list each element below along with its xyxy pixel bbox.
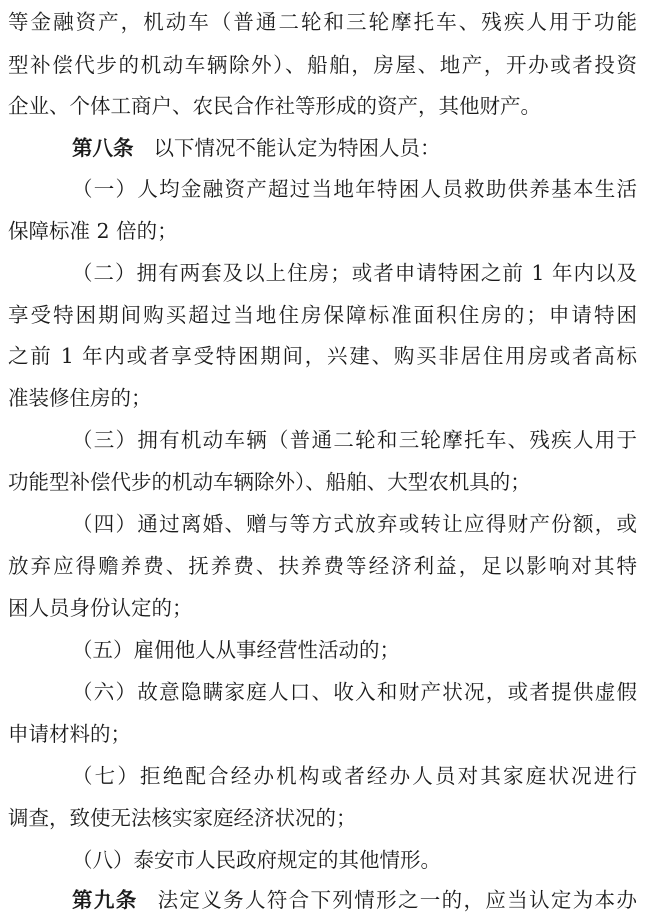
article-8-heading: 第八条: [72, 136, 134, 160]
paragraph-line: 等金融资产，机动车（普通二轮和三轮摩托车、残疾人用于功能: [8, 10, 637, 34]
list-item-4-line: （四）通过离婚、赠与等方式放弃或转让应得财产份额，或: [72, 512, 637, 536]
list-item-3-line: 功能型补偿代步的机动车辆除外）、船舶、大型农机具的；: [8, 470, 531, 494]
list-item-2-line: 准装修住房的；: [8, 386, 152, 410]
list-item-3-line: （三）拥有机动车辆（普通二轮和三轮摩托车、残疾人用于: [72, 428, 637, 452]
list-item-7-line: （七）拒绝配合经办机构或者经办人员对其家庭状况进行: [72, 764, 637, 788]
list-item-1-line: 保障标准 2 倍的；: [8, 219, 178, 243]
list-item-2-line: 享受特困期间购买超过当地住房保障标准面积住房的；申请特困: [8, 303, 637, 327]
list-item-1-line: （一）人均金融资产超过当地年特困人员救助供养基本生活: [72, 177, 637, 201]
list-item-6-line: 申请材料的；: [8, 722, 131, 746]
article-8: [72, 126, 637, 170]
list-item-5-line: （五）雇佣他人从事经营性活动的；: [72, 638, 400, 662]
list-item-2-line: 之前 1 年内或者享受特困期间，兴建、购买非居住用房或者高标: [8, 344, 637, 368]
list-item-7-line: 调查，致使无法核实家庭经济状况的；: [8, 806, 357, 830]
article-9-heading: 第九条: [72, 888, 138, 912]
list-item-4-line: 放弃应得赡养费、抚养费、扶养费等经济利益，足以影响对其特: [8, 554, 637, 578]
paragraph-line: 型补偿代步的机动车辆除外）、船舶，房屋、地产，开办或者投资: [8, 53, 637, 77]
article-8-text: 以下情况不能认定为特困人员：: [153, 136, 441, 160]
article-9: [72, 878, 637, 922]
article-9-text: 法定义务人符合下列情形之一的，应当认定为本办: [157, 888, 637, 912]
list-item-4-line: 困人员身份认定的；: [8, 596, 193, 620]
paragraph-line: 企业、个体工商户、农民合作社等形成的资产，其他财产。: [8, 94, 541, 118]
list-item-6-line: （六）故意隐瞒家庭人口、收入和财产状况，或者提供虚假: [72, 680, 637, 704]
list-item-2-line: （二）拥有两套及以上住房；或者申请特困之前 1 年内以及: [72, 261, 637, 285]
list-item-8-line: （八）泰安市人民政府规定的其他情形。: [72, 848, 441, 872]
